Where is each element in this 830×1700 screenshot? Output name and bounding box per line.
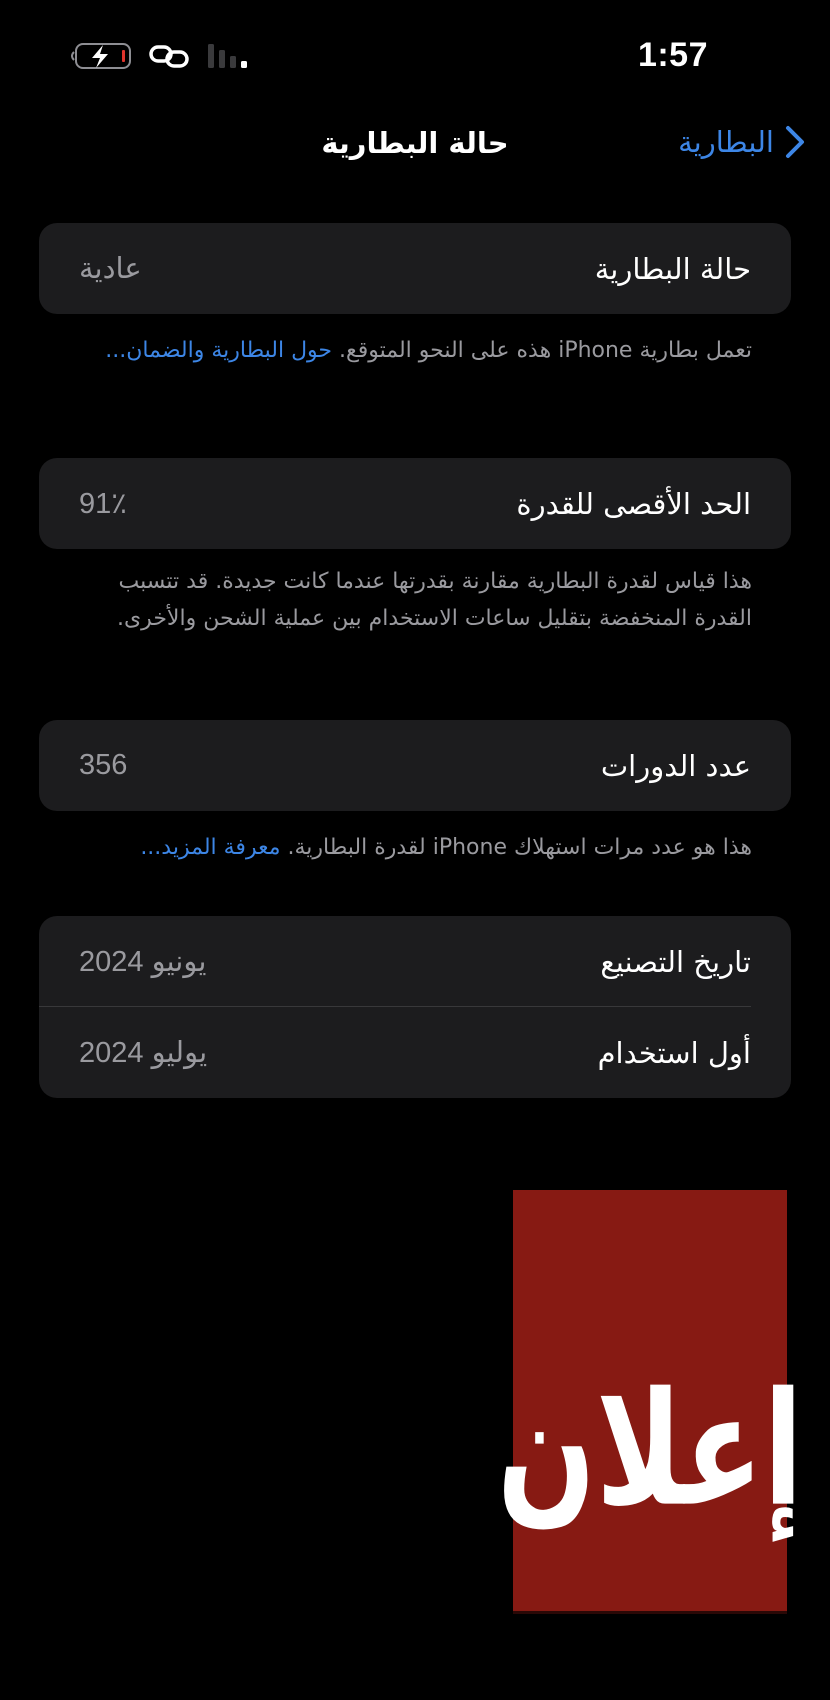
max-capacity-label: الحد الأقصى للقدرة <box>516 486 751 521</box>
battery-health-row <box>39 223 791 314</box>
max-capacity-footer-text: هذا قياس لقدرة البطارية مقارنة بقدرتها عندما كانت جديدة. قد تتسبب القدرة المنخفضة بتقليل ساعات الاستخدام بين عملية الشحن والأخرى. <box>116 569 752 631</box>
manufacture-date-row <box>39 916 791 1007</box>
battery-health-footer-text: تعمل بطارية iPhone هذه على النحو المتوقع. <box>332 338 752 363</box>
cycle-count-label: عدد الدورات <box>600 748 751 783</box>
first-use-value: يوليو 2024 <box>79 1037 208 1069</box>
status-icons <box>68 42 250 70</box>
battery-health-value: عادية <box>79 253 142 285</box>
cycle-count-row <box>39 720 791 811</box>
nav-bar <box>0 118 830 174</box>
advertisement-banner[interactable] <box>496 1190 804 1611</box>
cellular-signal-icon <box>206 42 250 70</box>
dates-card <box>39 916 791 1098</box>
link-icon <box>148 42 190 70</box>
first-use-label: أول استخدام <box>597 1035 751 1070</box>
cycle-count-card <box>39 720 791 811</box>
max-capacity-footer <box>78 563 752 637</box>
max-capacity-value: 91٪ <box>79 488 127 520</box>
manufacture-date-label: تاريخ التصنيع <box>600 944 751 979</box>
chevron-back-icon <box>784 124 806 160</box>
learn-more-link[interactable]: معرفة المزيد... <box>140 835 281 860</box>
max-capacity-card <box>39 458 791 549</box>
cycle-count-value: 356 <box>79 749 128 781</box>
battery-warranty-link[interactable]: حول البطارية والضمان... <box>105 338 333 363</box>
back-button-label: البطارية <box>678 125 774 159</box>
cycle-count-footer <box>78 829 752 866</box>
battery-health-card <box>39 223 791 314</box>
back-button[interactable] <box>678 124 806 160</box>
advertisement-label: إعلان <box>496 1358 804 1541</box>
page-title: حالة البطارية <box>321 126 509 160</box>
battery-health-footer <box>78 332 752 369</box>
status-time: 1:57 <box>637 36 708 74</box>
first-use-row <box>39 1007 791 1098</box>
max-capacity-row <box>39 458 791 549</box>
battery-charging-icon <box>68 42 132 70</box>
status-bar <box>0 30 830 84</box>
battery-health-label: حالة البطارية <box>594 251 751 286</box>
cycle-count-footer-text: هذا هو عدد مرات استهلاك iPhone لقدرة البطارية. <box>280 835 752 860</box>
manufacture-date-value: يونيو 2024 <box>79 946 207 978</box>
